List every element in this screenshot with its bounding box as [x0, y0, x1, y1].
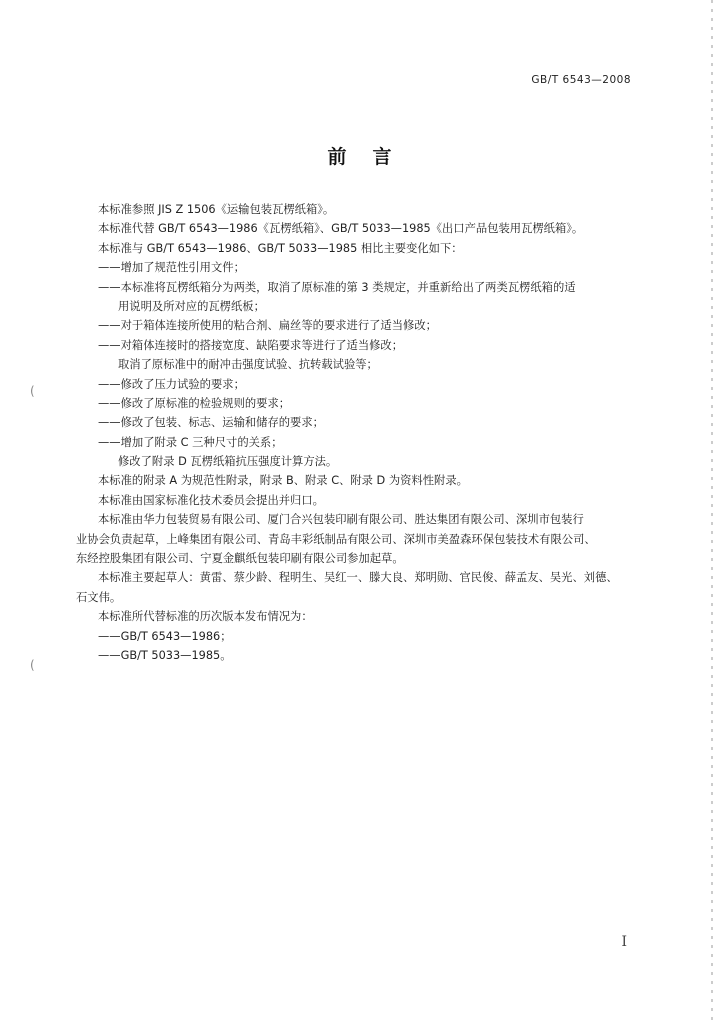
list-item-continuation: 用说明及所对应的瓦楞纸板；: [118, 299, 265, 313]
paragraph-line: 本标准所代替标准的历次版本发布情况为：: [98, 610, 313, 624]
list-item-continuation: 取消了原标准中的耐冲击强度试验、抗转载试验等；: [118, 358, 378, 372]
paragraph-line: 本标准参照 JIS Z 1506《运输包装瓦楞纸箱》。: [98, 203, 335, 216]
page-number: I: [621, 934, 627, 950]
list-item: ——修改了压力试验的要求；: [98, 377, 245, 391]
paragraph-line: 本标准代替 GB/T 6543—1986《瓦楞纸箱》、GB/T 5033—1985《出口产品包装用瓦楞纸箱》。: [98, 222, 584, 236]
paragraph-line: 本标准由华力包装贸易有限公司、厦门合兴包装印刷有限公司、胜达集团有限公司、深圳市包装行: [98, 513, 584, 527]
list-item-continuation: 修改了附录 D 瓦楞纸箱抗压强度计算方法。: [118, 455, 338, 469]
scan-mark: (: [30, 384, 35, 398]
foreword-body: [76, 200, 642, 665]
paragraph-line: 本标准与 GB/T 6543—1986、GB/T 5033—1985 相比主要变化如下：: [98, 241, 463, 255]
list-item: ——本标准将瓦楞纸箱分为两类，取消了原标准的第 3 类规定，并重新给出了两类瓦楞纸箱的适: [98, 280, 576, 294]
paragraph-line: 本标准由国家标准化技术委员会提出并归口。: [98, 493, 324, 507]
list-item: ——GB/T 5033—1985。: [98, 648, 232, 662]
list-item: ——对于箱体连接所使用的粘合剂、扁丝等的要求进行了适当修改；: [98, 319, 437, 333]
list-item: ——GB/T 6543—1986；: [98, 629, 232, 643]
paragraph-line: 本标准主要起草人：黄雷、蔡少龄、程明生、吴红一、滕大良、郑明勋、官民俊、薛孟友、吴光、刘德、: [98, 571, 618, 585]
list-item: ——修改了包装、标志、运输和储存的要求；: [98, 416, 324, 430]
page-title: 前言: [327, 146, 418, 168]
scan-mark: (: [30, 658, 35, 672]
standard-number: GB/T 6543—2008: [531, 74, 631, 86]
list-item: ——对箱体连接时的搭接宽度、缺陷要求等进行了适当修改；: [98, 338, 404, 352]
list-item: ——增加了附录 C 三种尺寸的关系；: [98, 435, 283, 449]
list-item: ——修改了原标准的检验规则的要求；: [98, 396, 291, 410]
paragraph-line: 东经控股集团有限公司、宁夏金麒纸包装印刷有限公司参加起草。: [76, 552, 404, 566]
paragraph-line: 业协会负责起草，上峰集团有限公司、青岛丰彩纸制品有限公司、深圳市美盈森环保包装技术有限公司、: [76, 532, 596, 546]
paragraph-line: 石文伟。: [76, 590, 122, 604]
paragraph-line: 本标准的附录 A 为规范性附录，附录 B、附录 C、附录 D 为资料性附录。: [98, 474, 468, 488]
list-item: ——增加了规范性引用文件；: [98, 261, 245, 275]
